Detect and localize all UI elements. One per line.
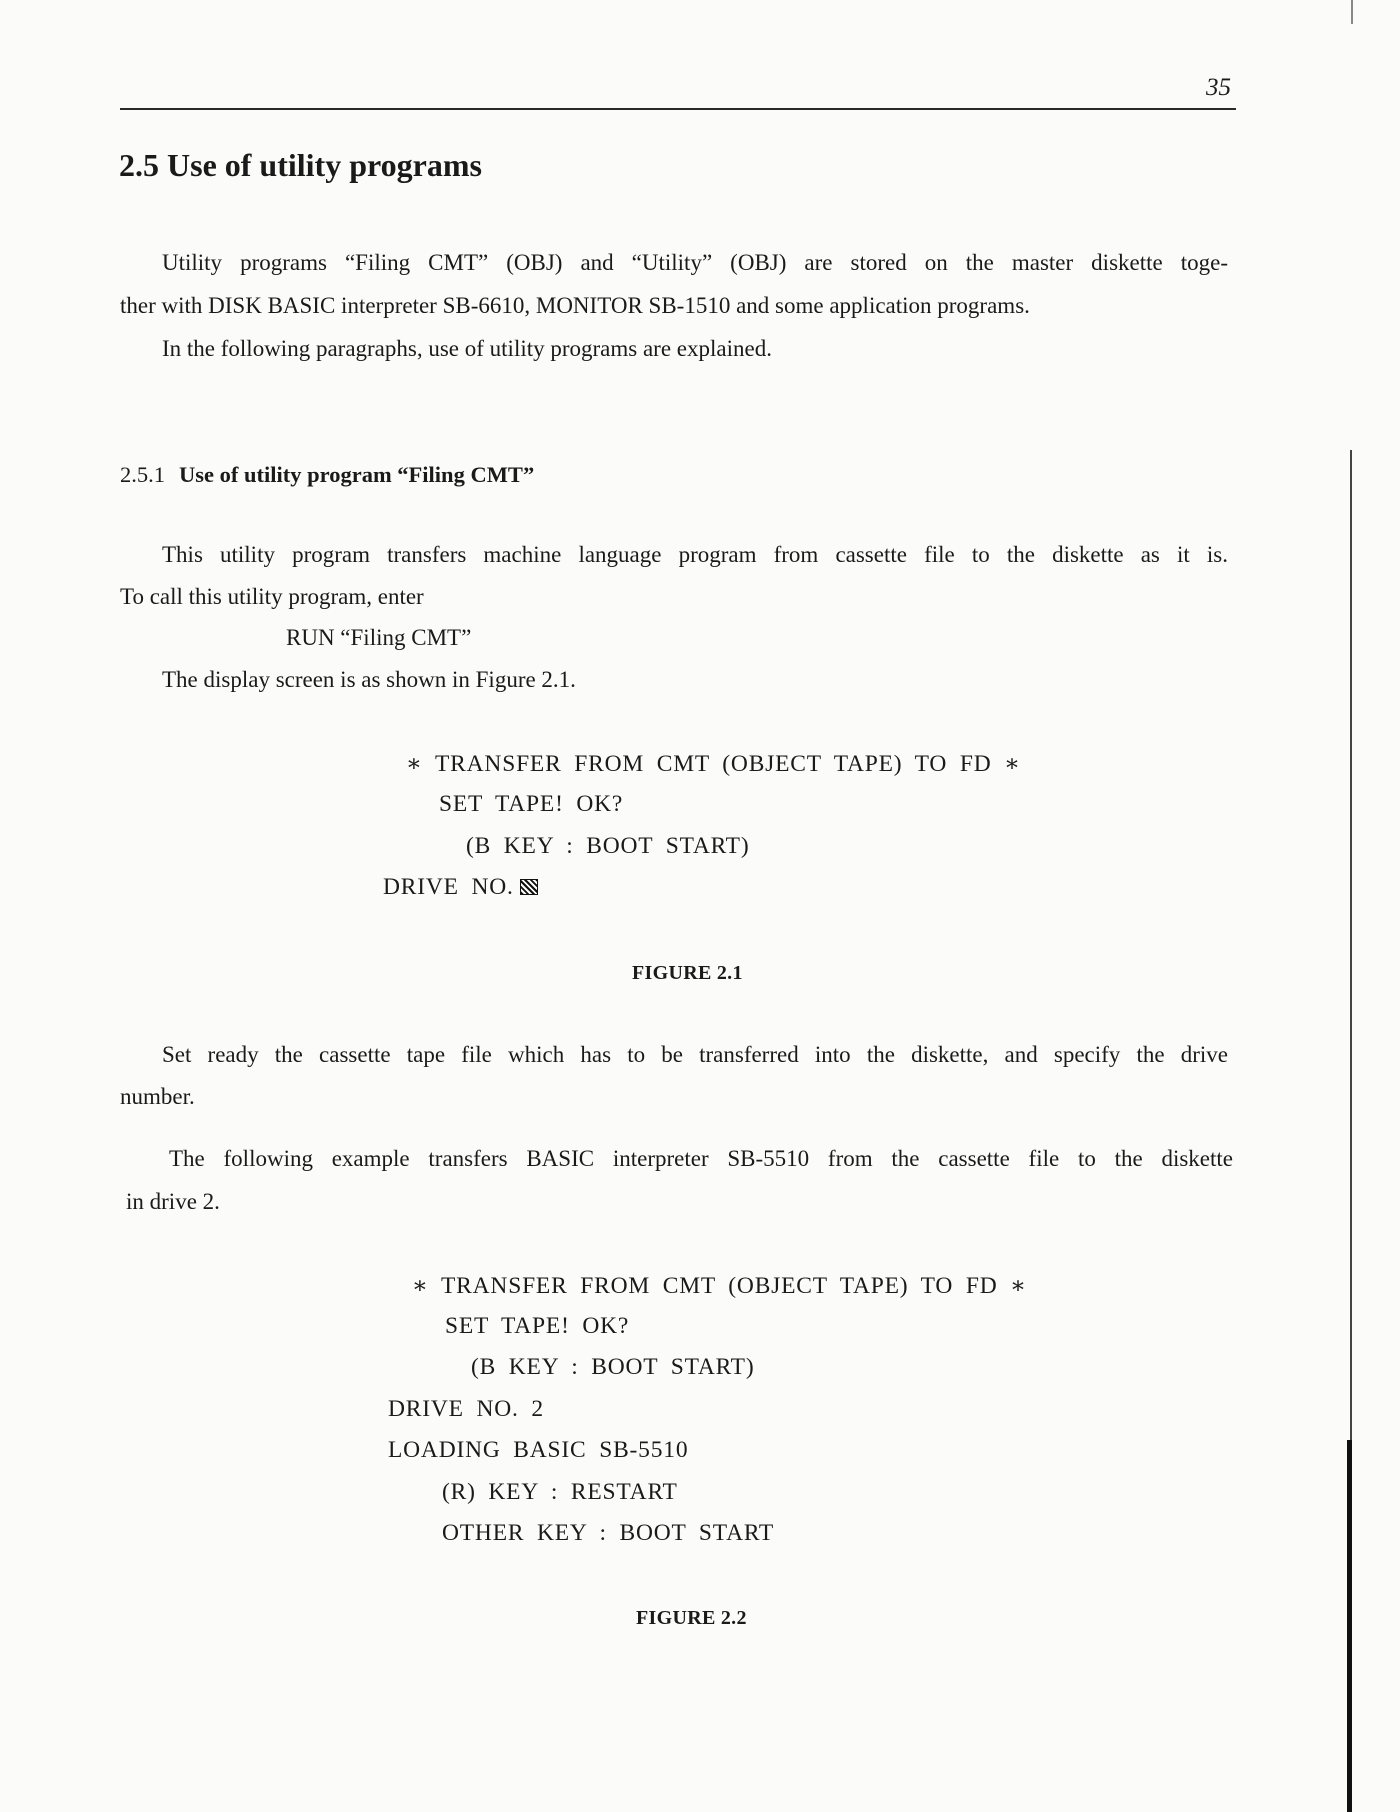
figure1-line-1: ∗ TRANSFER FROM CMT (OBJECT TAPE) TO FD ∗	[406, 751, 1021, 777]
figure1-drive-prompt: DRIVE NO.	[383, 874, 514, 900]
para3-line-1: The following example transfers BASIC interpreter SB-5510 from the cassette file to the diskette	[169, 1146, 1233, 1171]
intro-line-1: Utility programs “Filing CMT” (OBJ) and “Utility” (OBJ) are stored on the master diskette toge-	[162, 250, 1228, 275]
page-number: 35	[1206, 74, 1231, 101]
para3-line-2: in drive 2.	[126, 1189, 220, 1214]
cursor-block-icon	[520, 879, 538, 895]
subsection-number: 2.5.1	[120, 462, 165, 487]
header-rule	[120, 108, 1236, 110]
para2-line-2: number.	[120, 1084, 195, 1109]
figure1-line-4	[383, 874, 538, 901]
scan-edge-line-thick	[1347, 1440, 1352, 1812]
run-command: RUN “Filing CMT”	[286, 625, 472, 650]
figure2-line-6: (R) KEY : RESTART	[442, 1479, 678, 1505]
subsection-title-text: Use of utility program “Filing CMT”	[179, 462, 535, 487]
figure2-line-4: DRIVE NO. 2	[388, 1396, 544, 1422]
section-title: 2.5 Use of utility programs	[119, 147, 482, 183]
figure1-line-3: (B KEY : BOOT START)	[466, 833, 750, 859]
figure2-line-1: ∗ TRANSFER FROM CMT (OBJECT TAPE) TO FD ∗	[412, 1273, 1027, 1299]
scan-edge-line-top	[1351, 0, 1353, 24]
para1-line-2: To call this utility program, enter	[120, 584, 424, 609]
para2-line-1: Set ready the cassette tape file which has to be transferred into the diskette, and specify the drive	[162, 1042, 1228, 1067]
figure2-line-2: SET TAPE! OK?	[445, 1313, 630, 1339]
subsection-title	[120, 462, 534, 488]
para1-line-4: The display screen is as shown in Figure 2.1.	[162, 667, 576, 692]
intro-line-3: In the following paragraphs, use of utility programs are explained.	[162, 336, 772, 361]
figure2-line-5: LOADING BASIC SB-5510	[388, 1437, 689, 1463]
figure1-caption: FIGURE 2.1	[632, 962, 743, 984]
figure2-line-7: OTHER KEY : BOOT START	[442, 1520, 775, 1546]
figure1-line-2: SET TAPE! OK?	[439, 791, 624, 817]
figure2-caption: FIGURE 2.2	[636, 1607, 747, 1629]
figure2-line-3: (B KEY : BOOT START)	[471, 1354, 755, 1380]
intro-line-2: ther with DISK BASIC interpreter SB-6610, MONITOR SB-1510 and some application programs.	[120, 293, 1030, 318]
para1-line-1: This utility program transfers machine language program from cassette file to the diskette as it is.	[162, 542, 1228, 567]
